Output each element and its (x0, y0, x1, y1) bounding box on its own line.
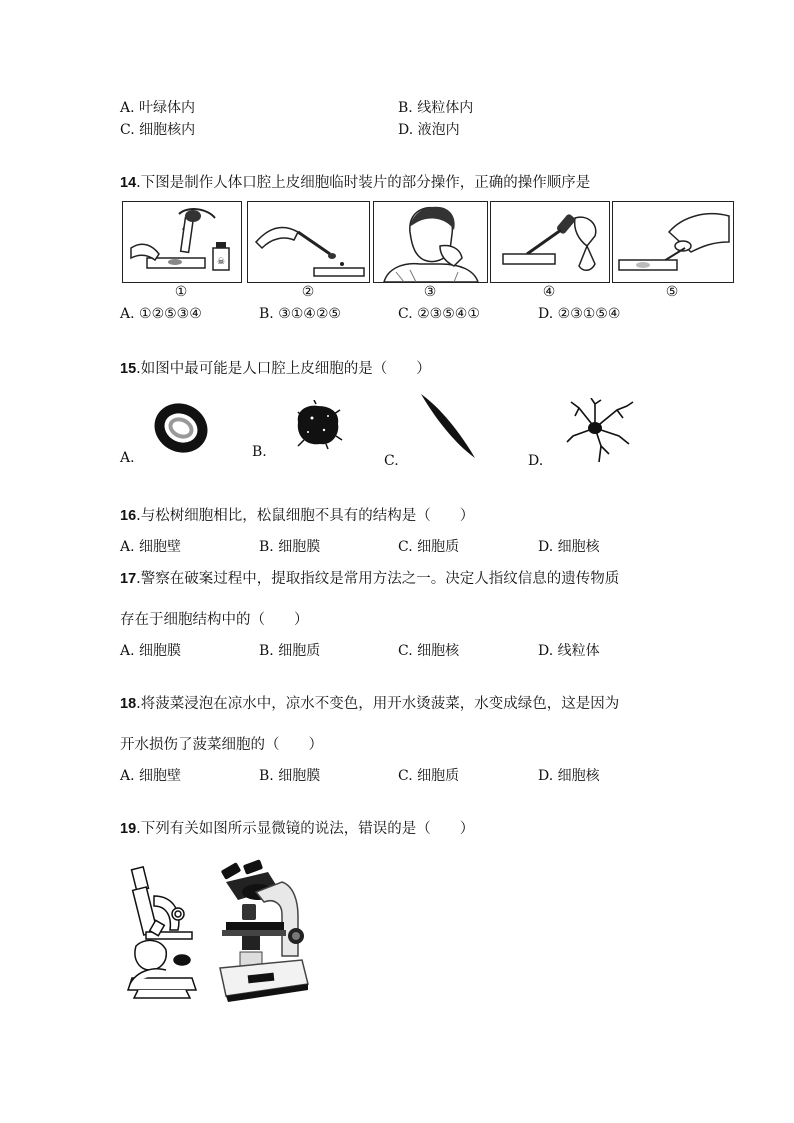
q14-stem: 14.下图是制作人体口腔上皮细胞临时装片的部分操作，正确的操作顺序是 (120, 175, 591, 191)
q17-option-a: A. 细胞膜 (120, 643, 182, 659)
q17-stem: 17.警察在破案过程中，提取指纹是常用方法之一。决定人指纹信息的遗传物质 (120, 571, 620, 587)
q16-option-c: C. 细胞质 (398, 539, 460, 555)
q14-panel-label-4: ④ (542, 284, 556, 300)
q14-panel-5-cover-slip (612, 201, 734, 283)
q19-stem: 19.下列有关如图所示显微镜的说法，错误的是（ ） (120, 821, 475, 837)
q15-muscle-cell-image (415, 390, 481, 462)
q13-option-b: B. 线粒体内 (398, 100, 474, 116)
q16-stem: 16.与松树细胞相比，松鼠细胞不具有的结构是（ ） (120, 508, 475, 524)
q15-red-blood-cell-image (150, 398, 212, 458)
q14-option-b: B. ③①④②⑤ (259, 306, 341, 322)
q17-option-d: D. 线粒体 (538, 643, 600, 659)
q14-panel-2-drip-water (247, 201, 370, 283)
q14-panel-label-3: ③ (423, 284, 437, 300)
q13-option-c: C. 细胞核内 (120, 122, 196, 138)
q17-option-b: B. 细胞质 (259, 643, 321, 659)
q14-option-a: A. ①②⑤③④ (120, 306, 202, 322)
q14-option-c: C. ②③⑤④① (398, 306, 480, 322)
q13-option-a: A. 叶绿体内 (120, 100, 196, 116)
q16-option-d: D. 细胞核 (538, 539, 600, 555)
q15-neuron-image (565, 398, 635, 464)
q18-stem-line-2: 开水损伤了菠菜细胞的（ ） (120, 737, 323, 753)
q16-option-a: A. 细胞壁 (120, 539, 182, 555)
q14-option-d: D. ②③①⑤④ (538, 306, 621, 322)
q18-stem: 18.将菠菜浸泡在凉水中，凉水不变色，用开水烫菠菜，水变成绿色，这是因为 (120, 696, 620, 712)
svg-text:☠: ☠ (216, 257, 226, 267)
q14-panel-3-scrape-mouth (373, 201, 488, 283)
q17-option-c: C. 细胞核 (398, 643, 460, 659)
q18-option-a: A. 细胞壁 (120, 768, 182, 784)
q14-panel-1-drip-stain (122, 201, 242, 283)
q15-stem: 15.如图中最可能是人口腔上皮细胞的是（ ） (120, 361, 431, 377)
q18-option-d: D. 细胞核 (538, 768, 600, 784)
q19-photo-microscope-image (212, 856, 310, 1004)
q15-option-c-label: C. (384, 453, 399, 469)
q16-option-b: B. 细胞膜 (259, 539, 321, 555)
q17-stem-line-2: 存在于细胞结构中的（ ） (120, 612, 309, 628)
q15-option-b-label: B. (252, 444, 267, 460)
q15-epithelial-cell-image (290, 400, 346, 450)
q15-option-a-label: A. (120, 450, 135, 466)
q15-option-d-label: D. (528, 453, 544, 469)
q18-option-b: B. 细胞膜 (259, 768, 321, 784)
q14-panel-label-2: ② (301, 284, 315, 300)
q14-panel-label-5: ⑤ (665, 284, 679, 300)
q14-panel-4-apply-stain (490, 201, 610, 283)
q14-panel-label-1: ① (174, 284, 188, 300)
q13-option-d: D. 液泡内 (398, 122, 460, 138)
q18-option-c: C. 细胞质 (398, 768, 460, 784)
q19-line-drawing-microscope-image (126, 866, 200, 1002)
